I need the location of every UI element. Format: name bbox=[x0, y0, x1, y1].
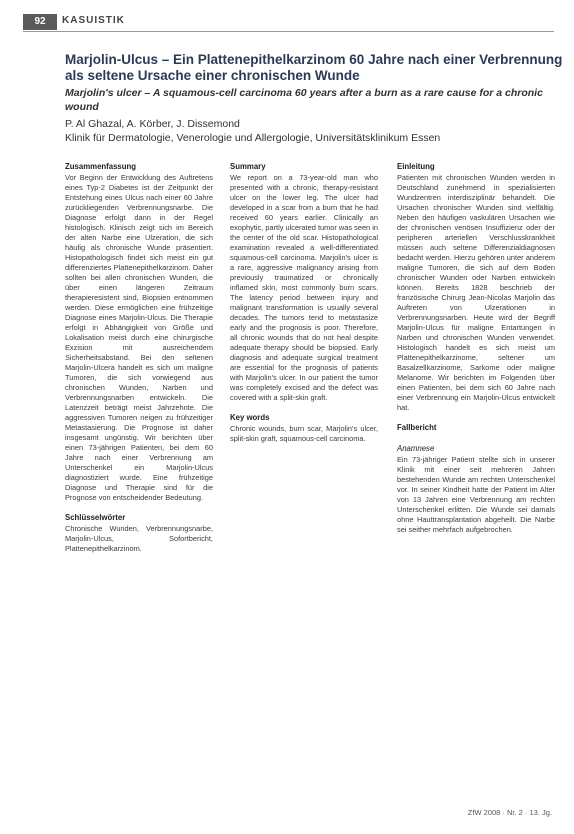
anamnese-text: Ein 73-jähriger Patient stellte sich in unserer Klinik mit einer seit mehreren Jahren bestehenden Wunde am rechten Unterschenkel vor. In seiner Kindheit hatte der Patient im Alter von 13 Jahren eine Verbrennung am rechten Unterschenkel erlitten. Die Wunde sei damals ohne Hauttransplantation abgeheilt. Die Narbe sei seither mehrfach aufgebrochen. bbox=[397, 455, 555, 534]
summary-text: We report on a 73-year-old man who presented with a chronic, therapy-resistant ulcer on the lower leg. The ulcer had developed in a scar from a burn that he had received 60 years earlier. Clinically an exophytic, partly ulcerated tumor was seen in the center of the old scar. Histopathological examination revealed a well-differentiated squamous-cell carcinoma. Marjolin's ulcer is a rare, aggressive malignancy arising from previously traumatized or chronically inflamed skin, most commonly burn scars. The latency period between injury and malignant transformation is usually several decades. The tumors tend to metastasize early and the prognosis is poor. Therefore, all chronic wounds that do not heal despite adequate therapy should be biopsied. Early diagnosis and adequate surgical treatment are essential for the prognosis of patients with Marjolin's ulcer. In our patient the tumor was completely excised and the defect was covered with a split-skin graft. bbox=[230, 173, 378, 402]
fallbericht-heading: Fallbericht bbox=[397, 423, 437, 432]
column-3 bbox=[397, 162, 555, 535]
article-subtitle: Marjolin's ulcer – A squamous-cell carcinoma 60 years after a burn as a rare cause for a chronic wound bbox=[65, 87, 543, 113]
column-1 bbox=[65, 162, 213, 554]
article-authors: P. Al Ghazal, A. Körber, J. Dissemond bbox=[65, 118, 240, 130]
schluesselwoerter-heading: Schlüsselwörter bbox=[65, 513, 126, 522]
column-2 bbox=[230, 162, 378, 444]
article-affiliation: Klinik für Dermatologie, Venerologie und Allergologie, Universitätsklinikum Essen bbox=[65, 132, 441, 144]
article-title: Marjolin-Ulcus – Ein Plattenepithelkarzinom 60 Jahre nach einer Verbrennung als seltene Ursache einer chronischen Wunde bbox=[65, 52, 563, 83]
zusammenfassung-text: Vor Beginn der Entwicklung des Auftretens eines Typ-2 Diabetes ist der Zeitpunkt der Entstehung eines Ulcus nach einer 60 Jahre zurückliegenden Verbrennungsnarbe. Die Diagnose erfolgt dann in der Regel histologisch. Klinisch zeigt sich im Bereich der alten Narbe eine Ulzeration, die sich häufig als chronische Wunde präsentiert. Histopathologisch findet sich meist ein gut differenziertes Plattenepithelkarzinom. Daher sollten bei allen chronischen Wunden, die über einen längeren Zeitraum therapieresistent sind, Biopsien entnommen werden. Diese ermöglichen eine frühzeitige Diagnose eines Marjolin-Ulcus. Die Therapie erfolgt in Abhängigkeit von Größe und Lokalisation meist durch eine chirurgische Exzision mit ausreichendem Sicherheitsabstand. Bei den seltenen Marjolin-Ulcera handelt es sich um maligne Tumoren, die sich vorwiegend aus chronischen Wunden, Narben und Verbrennungsnarben entwickeln. Die Latenzzeit beträgt meist Jahrzehnte. Die aggressiven Tumoren neigen zu frühzeitiger Metastasierung. Die Prognose ist daher insgesamt ungünstig. Wir berichten über einen 73-jährigen Patienten, bei dem 60 Jahre nach einer Verbrennung am Unterschenkel ein Marjolin-Ulcus diagnostiziert wurde. Eine frühzeitige Diagnose und Therapie sind für die Prognose von entscheidender Bedeutung. bbox=[65, 173, 213, 502]
einleitung-text: Patienten mit chronischen Wunden werden in Deutschland zunehmend in spezialisierten Wundzentren interdisziplinär behandelt. Die Ursachen chronischer Wunden sind vielfältig. Neben den häufigen vaskulären Ursachen wie der chronischen venösen Insuffizienz oder der peripheren arteriellen Verschlusskrankheit müssen auch seltene Differenzialdiagnosen bedacht werden. Hierzu gehören unter anderem maligne Tumoren, die sich auf dem Boden chronischer Wunden oder Narben entwickeln können. Bereits 1828 beschrieb der französische Chirurg Jean-Nicolas Marjolin das Auftreten von Ulzerationen in Verbrennungsnarben. Heute wird der Begriff Marjolin-Ulcus für maligne Entartungen in Narben und chronischen Wunden verwendet. Histologisch handelt es sich meist um Plattenepithelkarzinome, seltener um Basalzellkarzinome, Sarkome oder maligne Melanome. Wir berichten im Folgenden über einen Patienten, bei dem sich 60 Jahre nach einer Verbrennung ein Marjolin-Ulcus entwickelt hat. bbox=[397, 173, 555, 412]
page-number: 92 bbox=[23, 14, 57, 30]
keywords-heading: Key words bbox=[230, 413, 270, 422]
header-rule bbox=[23, 31, 554, 32]
journal-footer: ZfW 2008 · Nr. 2 · 13. Jg. bbox=[467, 808, 552, 817]
anamnese-heading: Anamnese bbox=[397, 444, 435, 453]
section-label: KASUISTIK bbox=[62, 15, 125, 26]
einleitung-heading: Einleitung bbox=[397, 162, 435, 171]
zusammenfassung-heading: Zusammenfassung bbox=[65, 162, 137, 171]
summary-heading: Summary bbox=[230, 162, 266, 171]
keywords-text: Chronic wounds, burn scar, Marjolin's ulcer, split-skin graft, squamous-cell carcinoma. bbox=[230, 424, 378, 443]
schluesselwoerter-text: Chronische Wunden, Verbrennungsnarbe, Marjolin-Ulcus, Sofortbericht, Plattenepithelkarzinom. bbox=[65, 524, 213, 553]
